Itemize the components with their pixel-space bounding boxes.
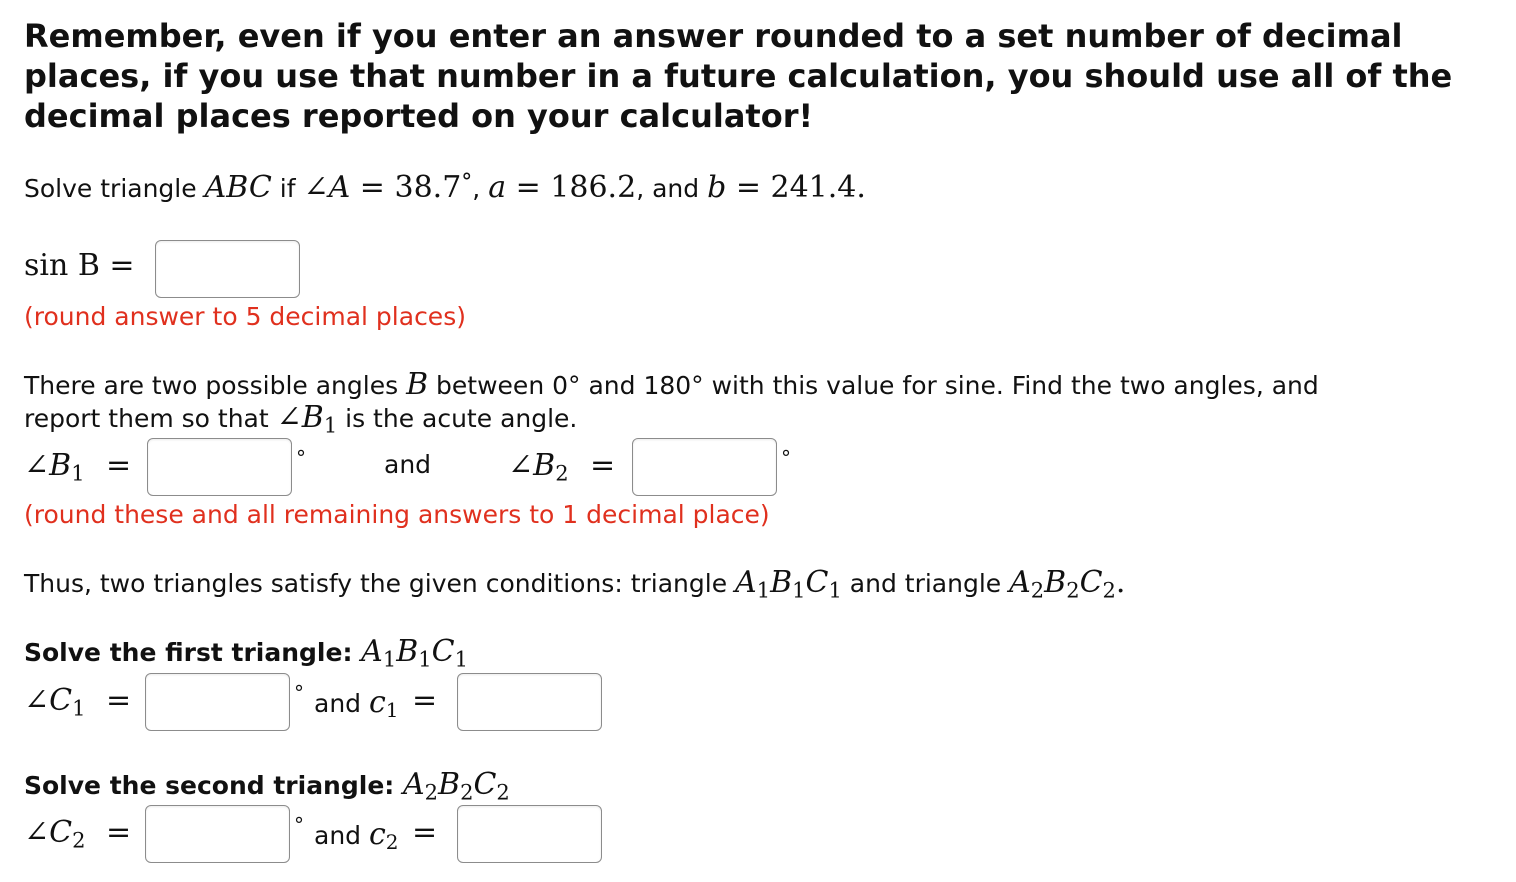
angles-text-4: is the acute angle. — [337, 404, 578, 433]
period: . — [856, 170, 866, 205]
angle-A: A — [328, 170, 351, 205]
and-text: , and — [636, 174, 708, 203]
c2-input[interactable] — [457, 805, 602, 863]
angle-symbol: ∠ — [303, 170, 329, 205]
sinB-label: sin B = — [24, 248, 135, 283]
thus-text-1: Thus, two triangles satisfy the given conditions: triangle — [24, 569, 736, 598]
angle-B-symbol: B — [406, 367, 429, 402]
B2-equals: = — [590, 448, 616, 483]
triangle-name: ABC — [204, 170, 272, 205]
C1-label-sub: 1 — [72, 696, 86, 721]
comma: , — [472, 174, 489, 203]
C2-degree: ° — [294, 813, 304, 837]
B1-label-sub: 1 — [71, 461, 85, 486]
first-heading-text: Solve the first triangle: — [24, 638, 362, 667]
c2-label — [314, 817, 399, 854]
thus-period: . — [1115, 565, 1126, 600]
c2-sub: 2 — [385, 830, 399, 854]
a-value: 186.2 — [550, 170, 637, 205]
angles-and: and — [384, 450, 432, 479]
eq-1: = — [350, 170, 395, 205]
B1-label-text: ∠B — [24, 448, 72, 483]
C2-label-text: ∠C — [24, 815, 73, 850]
first-triangle-name: $A_1B_1C_1$ — [361, 634, 468, 672]
angles-instruction-1 — [24, 367, 1319, 402]
triangle-2-name: $A_2B_2C_2$ — [1009, 565, 1116, 603]
B1-equals: = — [106, 448, 132, 483]
second-triangle-heading — [24, 767, 510, 804]
angles-text-1: There are two possible angles — [24, 371, 407, 400]
B1-label — [24, 448, 85, 485]
intro-reminder: Remember, even if you enter an answer rounded to a set number of decimal places, if you use that number in a future calculation, you should use all of the decimal places reported on your calculator! — [24, 17, 1453, 135]
thus-sentence — [24, 565, 1125, 602]
C1-degree: ° — [294, 681, 304, 705]
angles-instruction-2 — [24, 400, 577, 437]
C2-label — [24, 815, 85, 852]
second-triangle-name: $A_2B_2C_2$ — [402, 767, 510, 805]
problem-statement — [24, 170, 866, 205]
eq-3: = — [726, 170, 771, 205]
second-heading-text: Solve the second triangle: — [24, 771, 403, 800]
degree-sign: ° — [461, 170, 473, 195]
B2-input[interactable] — [632, 438, 777, 496]
sinB-input[interactable] — [155, 240, 300, 298]
C2-label-sub: 2 — [72, 828, 86, 853]
angle-B1-inline-label: ∠B — [276, 400, 324, 435]
B1-input[interactable] — [147, 438, 292, 496]
triangle-1-name: $A_1B_1C_1$ — [735, 565, 842, 603]
c1-label — [314, 685, 399, 722]
c1-and-text: and — [314, 689, 369, 718]
B2-degree: ° — [781, 446, 791, 470]
B2-label-sub: 2 — [555, 461, 569, 486]
C1-input[interactable] — [145, 673, 290, 731]
C2-input[interactable] — [145, 805, 290, 863]
angles-hint: (round these and all remaining answers to 1 decimal place) — [24, 500, 770, 529]
angle-B1-inline-sub: 1 — [323, 413, 338, 438]
c1-input[interactable] — [457, 673, 602, 731]
problem-if: if — [271, 174, 304, 203]
problem-prefix: Solve triangle — [24, 174, 205, 203]
side-a: a — [488, 170, 507, 205]
c2-and-text: and — [314, 821, 369, 850]
c2-equals: = — [412, 815, 438, 850]
sinB-hint: (round answer to 5 decimal places) — [24, 302, 466, 331]
side-b: b — [707, 170, 727, 205]
first-triangle-heading — [24, 634, 468, 671]
angles-text-3: report them so that — [24, 404, 277, 433]
angles-text-2: between 0° and 180° with this value for sine. Find the two angles, and — [428, 371, 1319, 400]
B1-degree: ° — [296, 446, 306, 470]
C1-label-text: ∠C — [24, 683, 73, 718]
B2-label — [508, 448, 569, 485]
thus-text-2: and triangle — [841, 569, 1010, 598]
eq-2: = — [506, 170, 551, 205]
c1-sub: 1 — [385, 698, 399, 722]
C1-label — [24, 683, 85, 720]
c1-equals: = — [412, 683, 438, 718]
angle-B1-inline — [276, 400, 338, 438]
B2-label-text: ∠B — [508, 448, 556, 483]
b-value: 241.4 — [770, 170, 857, 205]
C2-equals: = — [106, 815, 132, 850]
c2-symbol: c — [368, 817, 386, 852]
C1-equals: = — [106, 683, 132, 718]
c1-symbol: c — [368, 685, 386, 720]
angleA-value: 38.7 — [394, 170, 462, 205]
